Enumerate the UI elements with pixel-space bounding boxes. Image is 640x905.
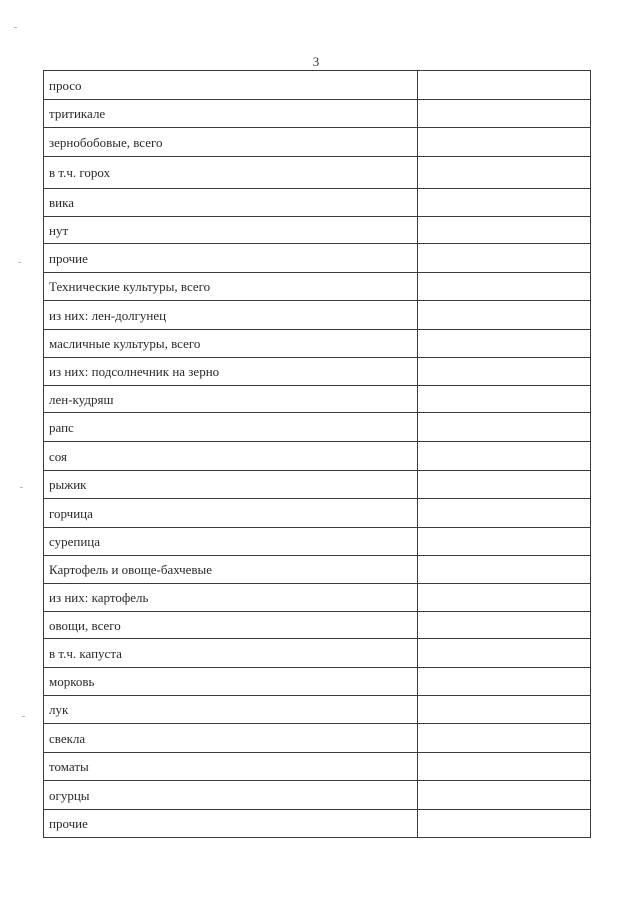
row-label: горчица — [44, 499, 418, 528]
row-label: тритикале — [44, 100, 418, 128]
row-value — [418, 639, 591, 668]
scan-speck — [20, 487, 23, 488]
table-row — [44, 442, 591, 471]
row-label: овощи, всего — [44, 612, 418, 639]
row-label: морковь — [44, 668, 418, 696]
row-value — [418, 386, 591, 413]
table-row — [44, 556, 591, 584]
row-value — [418, 413, 591, 442]
row-label: лен-кудряш — [44, 386, 418, 413]
row-label: зернобобовые, всего — [44, 128, 418, 157]
table-row — [44, 612, 591, 639]
row-value — [418, 330, 591, 358]
row-label: прочие — [44, 810, 418, 838]
table-row — [44, 781, 591, 810]
table-row — [44, 217, 591, 244]
table-row — [44, 244, 591, 273]
row-label: сурепица — [44, 528, 418, 556]
row-label: в т.ч. капуста — [44, 639, 418, 668]
row-value — [418, 753, 591, 781]
table-row — [44, 584, 591, 612]
row-label: огурцы — [44, 781, 418, 810]
table-row — [44, 358, 591, 386]
row-value — [418, 612, 591, 639]
row-value — [418, 584, 591, 612]
row-value — [418, 810, 591, 838]
row-value — [418, 71, 591, 100]
table-row — [44, 189, 591, 217]
table-row — [44, 157, 591, 189]
table-row — [44, 724, 591, 753]
table-row — [44, 471, 591, 499]
page-number: 3 — [312, 54, 320, 69]
row-label: масличные культуры, всего — [44, 330, 418, 358]
row-label: вика — [44, 189, 418, 217]
table-row — [44, 330, 591, 358]
table-row — [44, 301, 591, 330]
row-value — [418, 528, 591, 556]
row-label: рапс — [44, 413, 418, 442]
row-value — [418, 499, 591, 528]
row-value — [418, 128, 591, 157]
scan-speck — [22, 716, 25, 717]
row-value — [418, 724, 591, 753]
row-label: из них: картофель — [44, 584, 418, 612]
table-row — [44, 386, 591, 413]
table-row — [44, 100, 591, 128]
row-label: в т.ч. горох — [44, 157, 418, 189]
row-value — [418, 668, 591, 696]
row-value — [418, 244, 591, 273]
row-value — [418, 556, 591, 584]
table-row — [44, 696, 591, 724]
table-row — [44, 639, 591, 668]
row-value — [418, 696, 591, 724]
table-row — [44, 273, 591, 301]
crop-table-body — [44, 71, 591, 838]
row-value — [418, 273, 591, 301]
scan-speck — [18, 262, 21, 263]
table-row — [44, 499, 591, 528]
table-row — [44, 128, 591, 157]
row-label: Картофель и овоще-бахчевые — [44, 556, 418, 584]
row-label: из них: подсолнечник на зерно — [44, 358, 418, 386]
row-label: свекла — [44, 724, 418, 753]
row-label: рыжик — [44, 471, 418, 499]
table-row — [44, 71, 591, 100]
row-label: соя — [44, 442, 418, 471]
row-label: из них: лен-долгунец — [44, 301, 418, 330]
row-value — [418, 189, 591, 217]
row-value — [418, 358, 591, 386]
row-label: томаты — [44, 753, 418, 781]
table-row — [44, 668, 591, 696]
row-label: лук — [44, 696, 418, 724]
table-row — [44, 528, 591, 556]
row-label: прочие — [44, 244, 418, 273]
row-label: Технические культуры, всего — [44, 273, 418, 301]
row-value — [418, 217, 591, 244]
table-row — [44, 753, 591, 781]
row-value — [418, 471, 591, 499]
row-value — [418, 442, 591, 471]
row-value — [418, 781, 591, 810]
row-label: просо — [44, 71, 418, 100]
row-label: нут — [44, 217, 418, 244]
table-row — [44, 413, 591, 442]
row-value — [418, 100, 591, 128]
scan-speck — [14, 27, 17, 28]
row-value — [418, 157, 591, 189]
table-row — [44, 810, 591, 838]
crop-table — [43, 70, 591, 838]
row-value — [418, 301, 591, 330]
